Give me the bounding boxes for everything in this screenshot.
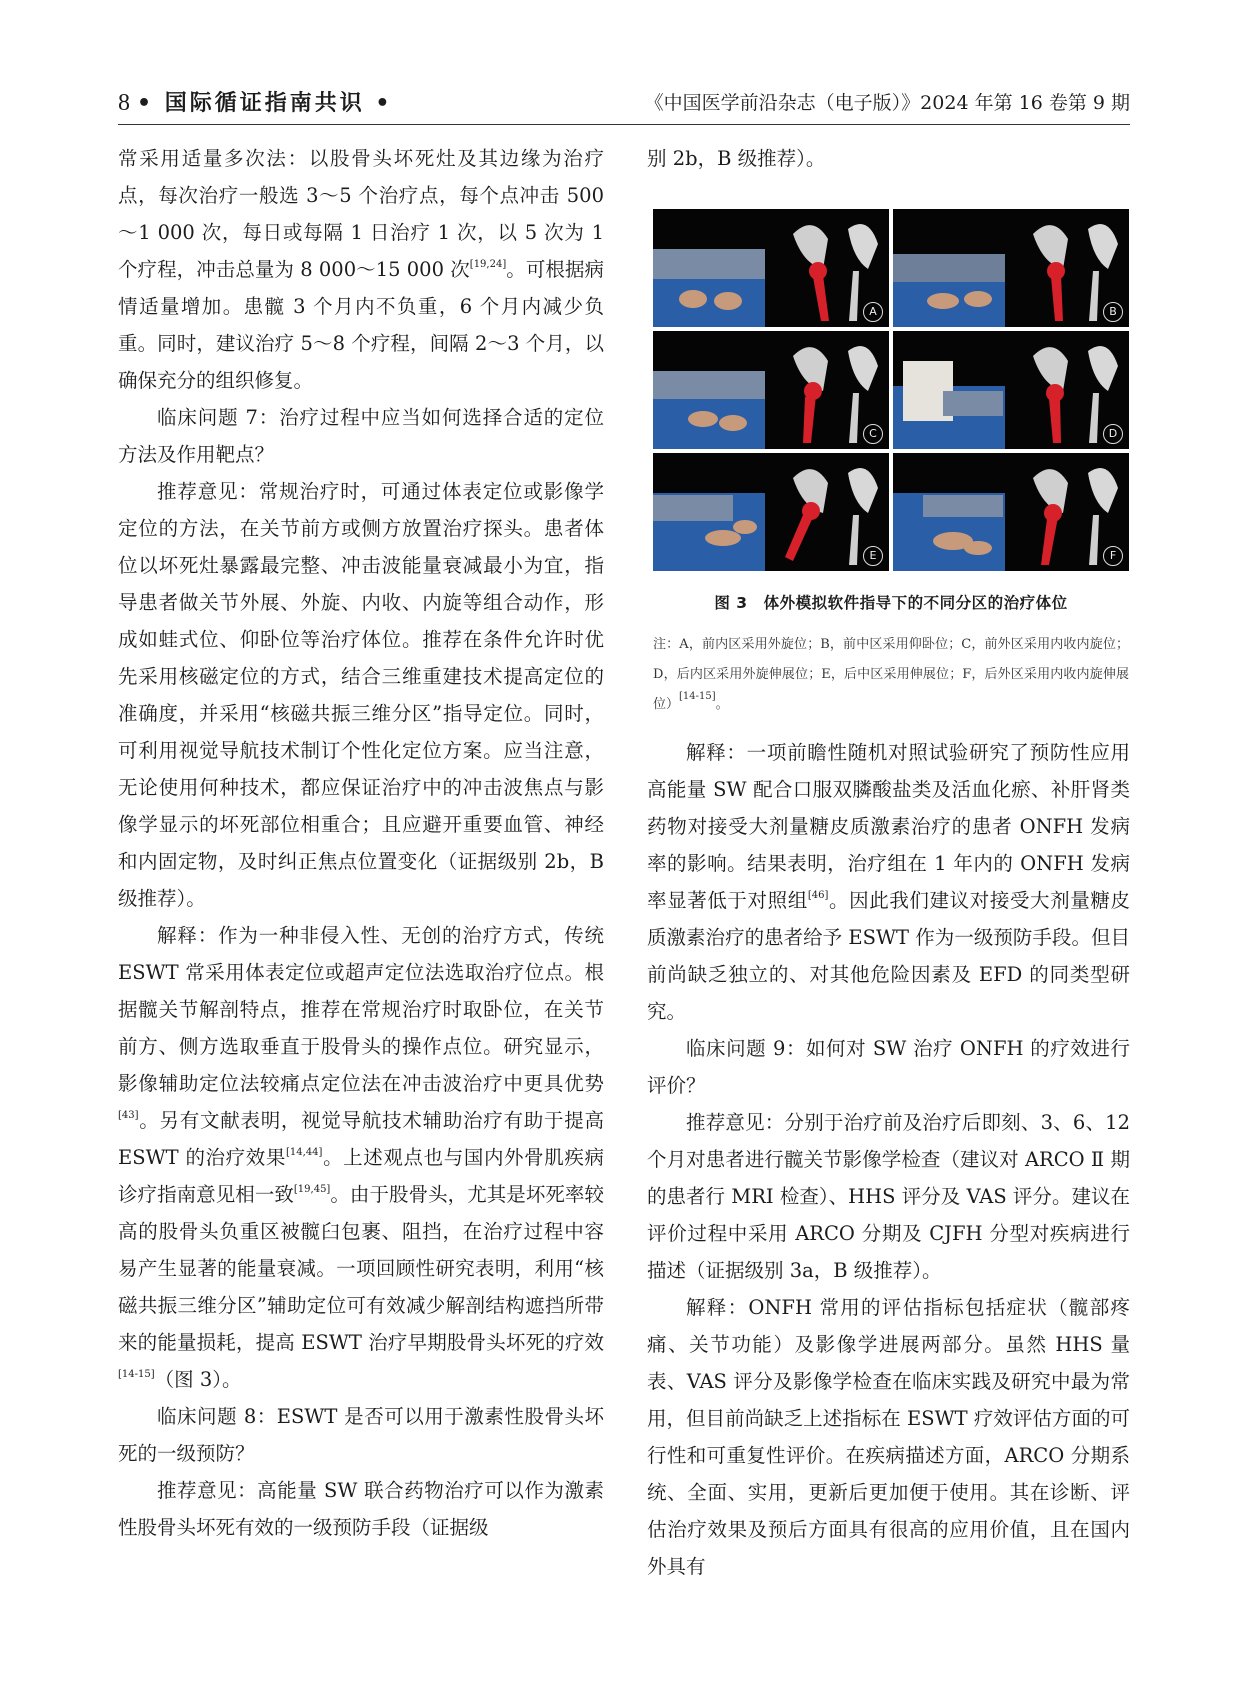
paragraph-text: 临床问题 9：如何对 SW 治疗 ONFH 的疗效进行评价？ bbox=[647, 1037, 1130, 1097]
paragraph-text: 。因此我们建议对接受大剂量糖皮质激素治疗的患者给予 ESWT 作为一级预防手段。但目前尚缺乏独立的、对其他危险因素及 EFD 的同类型研究。 bbox=[647, 889, 1130, 1023]
citation: [14-15] bbox=[679, 691, 716, 702]
caption-text: 注：A，前内区采用外旋位；B，前中区采用仰卧位；C，前外区采用内收内旋位；D，后内区采用外旋伸展位；E，后中区采用伸展位；F，后外区采用内收内旋伸展位） bbox=[653, 637, 1129, 712]
paragraph-text: 常采用适量多次法：以股骨头坏死灶及其边缘为治疗点，每次治疗一般选 3～5 个治疗点，每个点冲击 500～1 000 次，每日或每隔 1 日治疗 1 次，以 5 次为 1 个疗程，冲击总量为 8 000～15 000 次 bbox=[118, 147, 604, 281]
page-header bbox=[118, 84, 1130, 125]
panel-label: E bbox=[863, 546, 883, 566]
panel-label: A bbox=[863, 302, 883, 322]
right-column-body bbox=[647, 734, 1130, 1585]
citation: [46] bbox=[807, 890, 829, 901]
header-left bbox=[118, 86, 392, 117]
paragraph-text: 。由于股骨头，尤其是坏死率较高的股骨头负重区被髋臼包裹、阻挡，在治疗过程中容易产生显著的能量衰减。一项回顾性研究表明，利用“核磁共振三维分区”辅助定位可有效减少解剖结构遮挡所带来的能量损耗，提高 ESWT 治疗早期股骨头坏死的疗效 bbox=[118, 1183, 604, 1354]
paragraph-text: 推荐意见：分别于治疗前及治疗后即刻、3、6、12 个月对患者进行髋关节影像学检查（建议对 ARCO Ⅱ 期的患者行 MRI 检查）、HHS 评分及 VAS 评分。建议在评价过程中采用 ARCO 分期及 CJFH 分型对疾病进行描述（证据级别 3a，B 级推荐）。 bbox=[647, 1111, 1130, 1282]
paragraph-text: 。上述观点也与国内外骨肌疾病诊疗指南意见相一致 bbox=[118, 1146, 604, 1206]
left-column bbox=[118, 140, 604, 1546]
panel-illustration bbox=[893, 453, 1129, 571]
paragraph bbox=[118, 140, 604, 399]
explanation-8 bbox=[647, 734, 1130, 1030]
clinical-question-8 bbox=[118, 1398, 604, 1472]
figure-panel-d bbox=[893, 331, 1129, 449]
paragraph-text: （图 3）。 bbox=[154, 1368, 242, 1391]
recommendation-9 bbox=[647, 1104, 1130, 1289]
paragraph-text: 别 2b，B 级推荐）。 bbox=[647, 147, 826, 170]
journal-title: 《中国医学前沿杂志（电子版）》2024 年第 16 卷第 9 期 bbox=[644, 92, 1130, 114]
clinical-question-7 bbox=[118, 399, 604, 473]
panel-illustration bbox=[893, 331, 1129, 449]
recommendation-8 bbox=[118, 1472, 604, 1546]
figure-panel-b bbox=[893, 209, 1129, 327]
paragraph-text: 解释：ONFH 常用的评估指标包括症状（髋部疼痛、关节功能）及影像学进展两部分。虽然 HHS 量表、VAS 评分及影像学检查在临床实践及研究中最为常用，但目前尚缺乏上述指标在 ESWT 疗效评估方面的可行性和可重复性评价。在疾病描述方面，ARCO 分期系统、全面、实用，更新后更加便于使用。其在诊断、评估治疗效果及预后方面具有很高的应用价值，且在国内外具有 bbox=[647, 1296, 1130, 1578]
panel-illustration bbox=[653, 209, 889, 327]
clinical-question-9 bbox=[647, 1030, 1130, 1104]
figure-caption-note bbox=[653, 630, 1129, 720]
right-column-top bbox=[647, 140, 1130, 177]
figure-panel-c bbox=[653, 331, 889, 449]
figure-panel-a bbox=[653, 209, 889, 327]
paragraph-text: 。可根据病情适量增加。患髋 3 个月内不负重，6 个月内减少负重。同时，建议治疗 5～8 个疗程，间隔 2～3 个月，以确保充分的组织修复。 bbox=[118, 258, 604, 392]
panel-illustration bbox=[893, 209, 1129, 327]
paragraph bbox=[647, 140, 1130, 177]
panel-illustration bbox=[653, 331, 889, 449]
section-name: • 国际循证指南共识 • bbox=[137, 91, 393, 116]
citation: [19,45] bbox=[293, 1184, 331, 1195]
citation: [14-15] bbox=[118, 1369, 155, 1380]
explanation-7 bbox=[118, 917, 604, 1398]
panel-illustration bbox=[653, 453, 889, 571]
paragraph-text: 解释：一项前瞻性随机对照试验研究了预防性应用高能量 SW 配合口服双膦酸盐类及活血化瘀、补肝肾类药物对接受大剂量糖皮质激素治疗的患者 ONFH 发病率的影响。结果表明，治疗组在 1 年内的 ONFH 发病率显著低于对照组 bbox=[647, 741, 1130, 912]
page-number: 8 bbox=[118, 90, 130, 116]
panel-label: D bbox=[1103, 424, 1123, 444]
figure-caption-title: 图 3 体外模拟软件指导下的不同分区的治疗体位 bbox=[714, 594, 1068, 612]
paragraph-text: 临床问题 7：治疗过程中应当如何选择合适的定位方法及作用靶点？ bbox=[118, 406, 604, 466]
panel-label: C bbox=[863, 424, 883, 444]
figure-panel-f bbox=[893, 453, 1129, 571]
paragraph-text: 推荐意见：常规治疗时，可通过体表定位或影像学定位的方法，在关节前方或侧方放置治疗探头。患者体位以坏死灶暴露最完整、冲击波能量衰减最小为宜，指导患者做关节外展、外旋、内收、内旋等组合动作，形成如蛙式位、仰卧位等治疗体位。推荐在条件允许时优先采用核磁定位的方式，结合三维重建技术提高定位的准确度，并采用“核磁共振三维分区”指导定位。同时，可利用视觉导航技术制订个性化定位方案。应当注意，无论使用何种技术，都应保证治疗中的冲击波焦点与影像学显示的坏死部位相重合；且应避开重要血管、神经和内固定物，及时纠正焦点位置变化（证据级别 2b，B 级推荐）。 bbox=[118, 480, 604, 910]
panel-label: F bbox=[1103, 546, 1123, 566]
paragraph-text: 推荐意见：高能量 SW 联合药物治疗可以作为激素性股骨头坏死有效的一级预防手段（证据级 bbox=[118, 1479, 604, 1539]
citation: [43] bbox=[118, 1110, 139, 1121]
paragraph-text: 。另有文献表明，视觉导航技术辅助治疗有助于提高 ESWT 的治疗效果 bbox=[118, 1109, 604, 1169]
explanation-9 bbox=[647, 1289, 1130, 1585]
citation: [14,44] bbox=[286, 1147, 323, 1158]
figure-3 bbox=[653, 209, 1129, 571]
caption-text: 。 bbox=[715, 697, 729, 712]
recommendation-7 bbox=[118, 473, 604, 917]
paragraph-text: 临床问题 8：ESWT 是否可以用于激素性股骨头坏死的一级预防？ bbox=[118, 1405, 604, 1465]
panel-label: B bbox=[1103, 302, 1123, 322]
paragraph-text: 解释：作为一种非侵入性、无创的治疗方式，传统 ESWT 常采用体表定位或超声定位法选取治疗位点。根据髋关节解剖特点，推荐在常规治疗时取卧位，在关节前方、侧方选取垂直于股骨头的操作点位。研究显示，影像辅助定位法较痛点定位法在冲击波治疗中更具优势 bbox=[118, 924, 604, 1095]
citation: [19,24] bbox=[469, 259, 507, 270]
figure-panel-e bbox=[653, 453, 889, 571]
